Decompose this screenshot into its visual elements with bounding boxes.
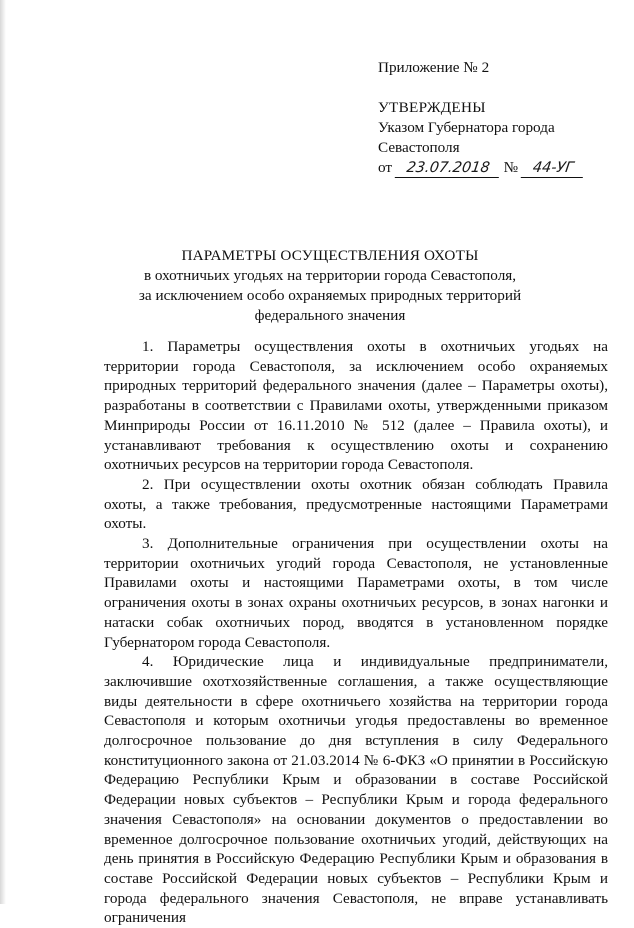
order-date-number-line: [378, 158, 618, 178]
decree-line-2: Севастополя: [378, 139, 460, 156]
title-line-4: федерального значения: [254, 307, 406, 324]
document-body: [104, 337, 608, 928]
title-line-3: за исключением особо охраняемых природных территорий: [138, 287, 522, 304]
decree-line-1: Указом Губернатора города: [378, 119, 555, 136]
title-main: ПАРАМЕТРЫ ОСУЩЕСТВЛЕНИЯ ОХОТЫ: [181, 247, 479, 264]
handwritten-number: 44-УГ: [521, 160, 586, 178]
paragraph-2: 2. При осуществлении охоты охотник обязан соблюдать Правила охоты, а также требования, предусмотренные настоящими Параметрами охоты.: [104, 475, 608, 533]
paragraph-1: 1. Параметры осуществления охоты в охотничьих угодьях на территории города Севастополя, за исключением особо охраняемых природных территорий федерального значения (далее – Параметры охоты), разработаны в соответствии с Правилами охоты, утвержденными приказом Минприроды России от 16.11.2010 № 512 (далее – Правила охоты), и устанавливают требования к осуществлению охоты и сохранению охотничьих ресурсов на территории города Севастополя.: [104, 338, 608, 474]
approved-heading: УТВЕРЖДЕНЫ: [378, 99, 486, 116]
approval-block: [378, 58, 618, 178]
document-title: [40, 246, 620, 326]
paragraph-4: 4. Юридические лица и индивидуальные предприниматели, заключившие охотхозяйственные соглашения, а также осуществляющие виды деятельности в сфере охотничьего хозяйства на территории города Севастополя и которым охотничьи угодья предоставлены во временное долгосрочное пользование до дня вступления в силу Федерального конституционного закона от 21.03.2014 № 6-ФКЗ «О принятии в Российскую Федерацию Республики Крым и образовании в составе Российской Федерации новых субъектов – Республики Крым и города федерального значения Севастополя» на основании документов о предоставлении во временное долгосрочное пользование охотничьих угодий, действующих на день принятия в Российскую Федерацию Республики Крым и образования в составе Российской Федерации новых субъектов – Республики Крым и города федерального значения Севастополя, не вправе устанавливать ограничения: [104, 653, 608, 927]
scan-left-edge: [0, 0, 6, 904]
number-prefix: №: [503, 159, 519, 176]
handwritten-date: 23.07.2018: [395, 160, 502, 178]
date-prefix: от: [378, 159, 393, 176]
appendix-label: Приложение № 2: [378, 59, 490, 76]
paragraph-3: 3. Дополнительные ограничения при осуществлении охоты на территории охотничьих угодий города Севастополя, не установленные Правилами охоты и настоящими Параметрами охоты, в том числе ограничения охоты в зонах охраны охотничьих ресурсов, в зонах нагонки и натаски собак охотничьих пород, вводятся в установленном порядке Губернатором города Севастополя.: [104, 535, 608, 651]
title-line-2: в охотничьих угодьях на территории города Севастополя,: [143, 267, 517, 284]
